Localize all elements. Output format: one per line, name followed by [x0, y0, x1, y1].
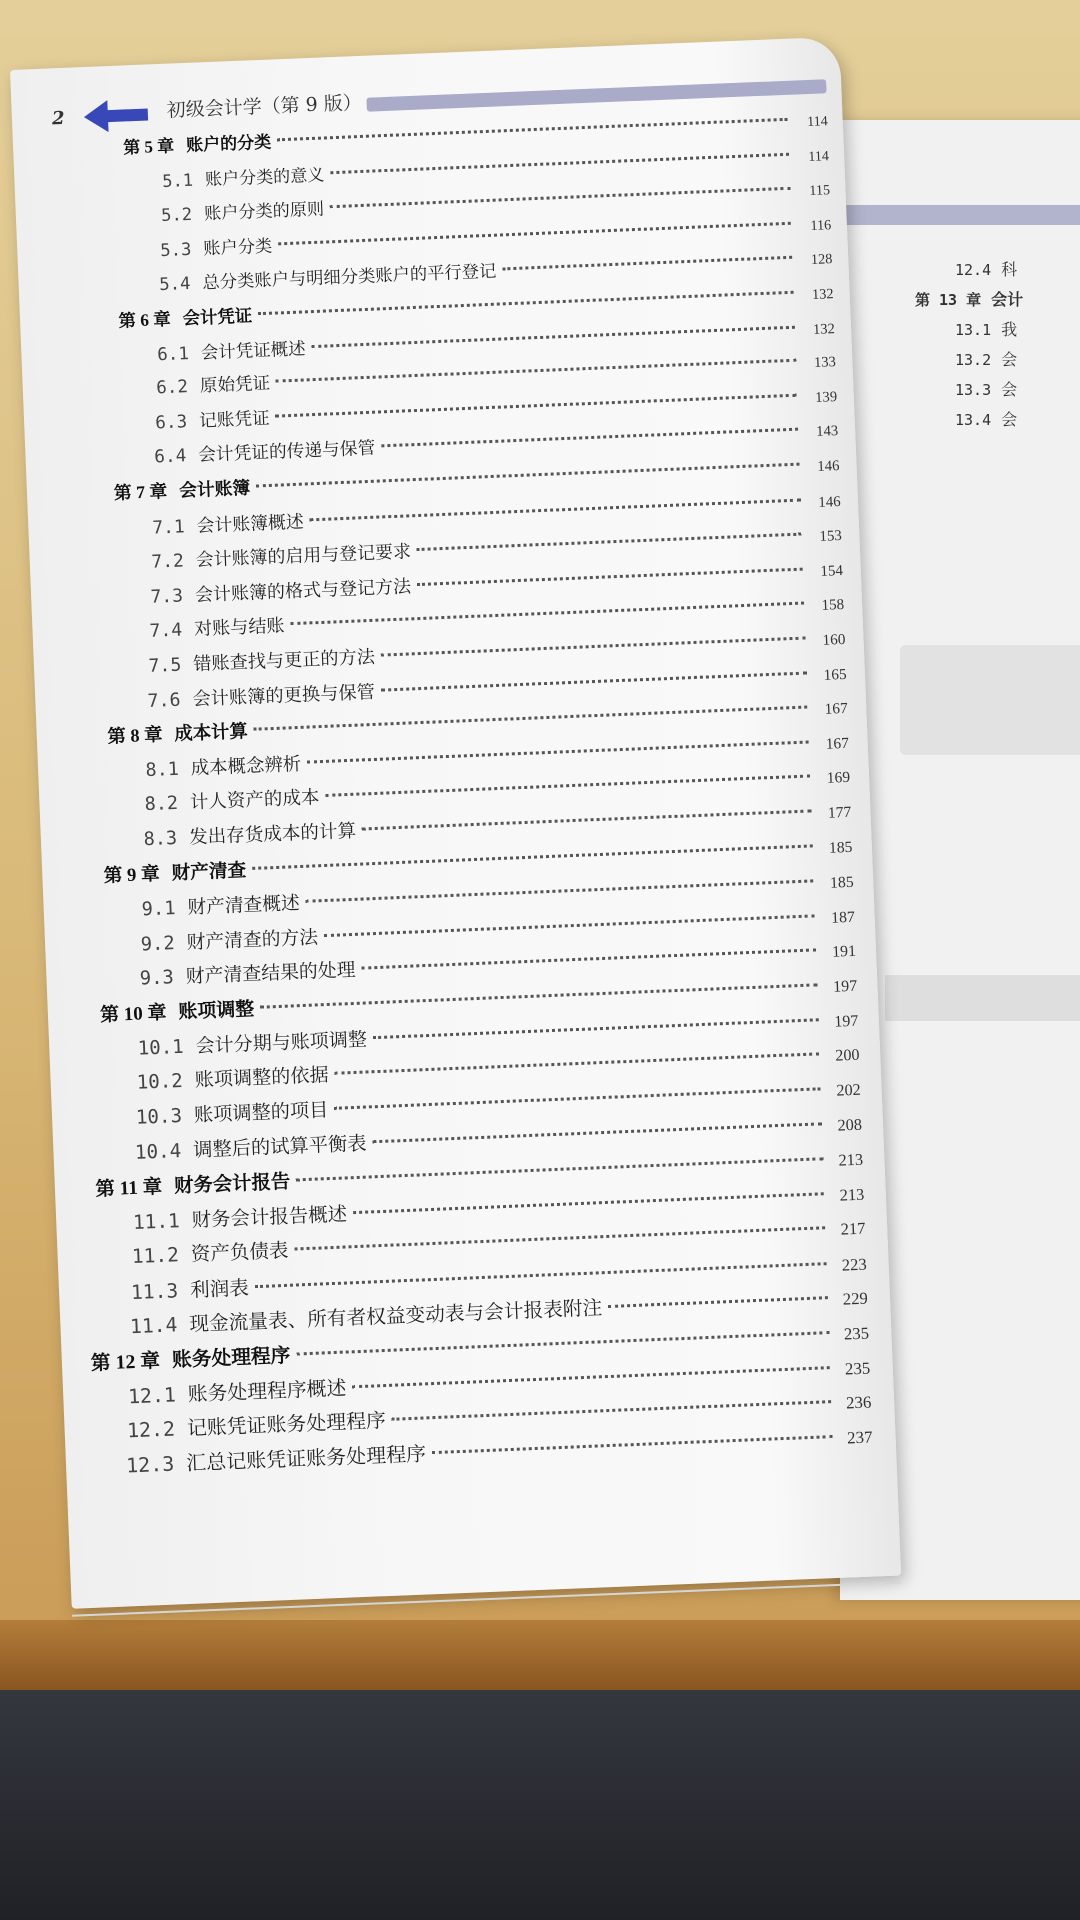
arrow-left-icon — [81, 94, 153, 137]
toc-dot-leader — [296, 1157, 823, 1181]
toc-number: 6.2 — [155, 377, 189, 399]
toc-page-number: 169 — [826, 769, 851, 788]
toc-page-number: 235 — [843, 1323, 870, 1344]
toc-title: 财产清查结果的处理 — [185, 959, 356, 989]
toc-number: 5.3 — [159, 239, 192, 261]
toc-number: 6.1 — [156, 343, 190, 365]
toc-title: 调整后的试算平衡表 — [192, 1131, 367, 1162]
right-toc-number: 13.2 — [955, 351, 992, 369]
right-toc-line — [955, 255, 1023, 285]
toc-page-number: 132 — [811, 286, 834, 303]
toc-dot-leader — [417, 567, 803, 586]
toc-title: 记账凭证账务处理程序 — [186, 1409, 387, 1441]
page-number: 2 — [51, 107, 65, 130]
toc-number: 8.3 — [143, 827, 178, 851]
right-toc-line — [955, 405, 1023, 435]
right-toc — [915, 255, 1024, 435]
toc-dot-leader — [372, 1123, 822, 1144]
toc-dot-leader — [256, 463, 799, 488]
toc-page-number: 114 — [808, 147, 830, 165]
toc-title: 账户分类的意义 — [204, 165, 325, 190]
toc-page-number: 223 — [841, 1254, 868, 1275]
toc-title: 财产清查的方法 — [186, 927, 319, 954]
toc-number: 第 7 章 — [113, 481, 168, 504]
toc-title: 总分类账户与明细分类账户的平行登记 — [202, 262, 497, 294]
toc-number: 10.4 — [134, 1139, 182, 1165]
toc-dot-leader — [260, 983, 817, 1008]
toc-title: 记账凭证 — [198, 408, 271, 432]
toc-page-number: 154 — [820, 562, 844, 580]
toc-number: 11.2 — [131, 1243, 180, 1269]
toc-number: 5.4 — [158, 274, 191, 296]
toc-number: 7.1 — [152, 515, 186, 539]
toc-title: 会计账簿的更换与保管 — [192, 681, 376, 710]
toc-title: 对账与结账 — [193, 615, 285, 641]
toc-page-number: 213 — [839, 1184, 865, 1205]
toc-page-number: 160 — [822, 630, 846, 649]
toc-title: 会计账簿概述 — [196, 511, 305, 537]
toc-title: 账户分类的原则 — [203, 199, 325, 225]
toc-title: 财务会计报告概述 — [191, 1201, 348, 1232]
toc-title: 错账查找与更正的方法 — [192, 646, 376, 676]
toc-dot-leader — [432, 1435, 833, 1454]
right-header-bar — [840, 205, 1080, 225]
toc-number: 7.5 — [148, 654, 182, 677]
toc-title: 会计凭证 — [182, 306, 253, 330]
toc-dot-leader — [306, 880, 814, 903]
toc-number: 第 9 章 — [103, 863, 161, 887]
toc-number: 7.3 — [150, 585, 184, 608]
toc-dot-leader — [275, 393, 797, 417]
toc-dot-leader — [334, 1052, 819, 1074]
toc-page-number: 116 — [810, 216, 832, 234]
toc-title: 会计账簿的启用与登记要求 — [195, 541, 412, 572]
toc-page-number: 202 — [836, 1080, 862, 1100]
toc-page-number: 153 — [819, 528, 843, 546]
right-toc-line — [955, 375, 1023, 405]
toc-number: 第 6 章 — [118, 309, 172, 331]
toc-number: 11.4 — [129, 1313, 178, 1339]
toc-number: 5.1 — [161, 170, 194, 192]
toc-title: 会计凭证的传递与保管 — [197, 439, 376, 467]
toc-dot-leader — [502, 256, 792, 271]
toc-dot-leader — [325, 775, 810, 797]
right-toc-line — [955, 315, 1023, 345]
right-toc-number: 13.4 — [955, 411, 992, 429]
toc-dot-leader — [310, 498, 801, 521]
right-toc-title: 科 — [1001, 260, 1018, 279]
header-bar — [366, 79, 826, 111]
toc-dot-leader — [290, 602, 804, 626]
toc-number: 第 11 章 — [95, 1176, 163, 1201]
toc-page-number: 197 — [832, 977, 858, 996]
toc-page-number: 191 — [831, 943, 857, 962]
toc-dot-leader — [330, 152, 789, 173]
right-toc-number: 13.1 — [955, 321, 992, 339]
toc-number: 10.2 — [136, 1069, 184, 1094]
toc-number: 9.2 — [140, 932, 176, 956]
toc-number: 7.6 — [147, 689, 181, 712]
toc-title: 计人资产的成本 — [189, 787, 320, 814]
toc-page-number: 132 — [812, 320, 836, 338]
toc-number: 第 10 章 — [99, 1002, 167, 1027]
toc-title: 账户的分类 — [185, 132, 272, 156]
toc-dot-leader — [254, 706, 808, 731]
toc-page-number: 235 — [844, 1358, 871, 1379]
toc-number: 第 12 章 — [90, 1350, 161, 1375]
toc-dot-leader — [381, 671, 807, 691]
right-toc-title: 会 — [1001, 380, 1018, 399]
toc-dot-leader — [252, 844, 812, 870]
toc-title: 成本概念辨析 — [190, 753, 302, 780]
book-page — [10, 37, 901, 1609]
toc-dot-leader — [258, 291, 794, 316]
toc-dot-leader — [381, 637, 806, 657]
toc-title: 发出存货成本的计算 — [188, 820, 357, 849]
toc-dot-leader — [255, 1262, 827, 1288]
toc-number: 9.3 — [139, 966, 175, 990]
toc-number: 12.3 — [125, 1451, 175, 1478]
toc-number: 5.2 — [160, 205, 193, 227]
toc-number: 11.3 — [130, 1279, 179, 1304]
toc-dot-leader — [362, 809, 811, 830]
toc-dot-leader — [392, 1400, 832, 1421]
toc-page-number: 128 — [810, 251, 833, 269]
toc-dot-leader — [373, 1018, 819, 1039]
toc-page-number: 165 — [823, 665, 847, 684]
right-toc-line — [955, 345, 1023, 375]
right-toc-number: 第 13 章 — [915, 291, 982, 309]
toc-page-number: 158 — [821, 597, 845, 615]
toc-page-number: 146 — [816, 458, 840, 475]
toc-number: 第 8 章 — [107, 724, 163, 747]
toc-title: 会计凭证概述 — [200, 338, 306, 364]
toc-dot-leader — [307, 740, 809, 763]
toc-page-number: 217 — [840, 1218, 866, 1239]
toc-number: 7.2 — [151, 550, 185, 573]
right-toc-line — [915, 285, 1023, 315]
toc-title: 账务处理程序概述 — [187, 1376, 347, 1406]
toc-number: 10.3 — [135, 1103, 183, 1129]
right-toc-number: 13.3 — [955, 381, 992, 399]
toc-page-number: 197 — [833, 1012, 859, 1031]
toc-title: 账项调整 — [177, 997, 255, 1023]
book-title: 初级会计学（第 9 版） — [166, 91, 363, 122]
toc-dot-leader — [277, 118, 788, 142]
right-toc-title: 会计 — [991, 290, 1024, 309]
dark-cloth — [0, 1690, 1080, 1920]
toc-title: 现金流量表、所有者权益变动表与会计报表附注 — [188, 1296, 603, 1337]
toc-title: 原始凭证 — [199, 374, 271, 397]
toc-title: 账务处理程序 — [171, 1342, 291, 1372]
toc-page-number: 133 — [813, 354, 837, 372]
toc-title: 会计账簿的格式与登记方法 — [194, 576, 412, 606]
toc-title: 会计分期与账项调整 — [195, 1028, 368, 1057]
toc-page-number: 146 — [818, 493, 841, 511]
toc-page-number: 213 — [838, 1149, 864, 1170]
toc-dot-leader — [278, 222, 791, 246]
toc-title: 账户分类 — [202, 236, 273, 260]
toc-dot-leader — [294, 1226, 825, 1250]
toc-page-number: 114 — [806, 114, 829, 131]
toc-number: 12.2 — [126, 1417, 176, 1443]
right-toc-title: 我 — [1001, 320, 1018, 339]
toc-dot-leader — [296, 1331, 829, 1355]
toc-number: 第 5 章 — [122, 136, 175, 158]
toc-title: 汇总记账凭证账务处理程序 — [185, 1441, 427, 1475]
toc-number: 10.1 — [137, 1035, 185, 1060]
toc-title: 会计账簿 — [178, 477, 251, 502]
toc-number: 9.1 — [141, 898, 176, 921]
toc-dot-leader — [330, 187, 790, 208]
toc-number: 6.4 — [153, 446, 187, 468]
toc-dot-leader — [417, 533, 802, 551]
toc-dot-leader — [608, 1297, 828, 1309]
toc-page-number: 139 — [814, 388, 838, 406]
toc-number: 12.1 — [127, 1383, 177, 1408]
toc-page-number: 237 — [846, 1427, 873, 1448]
toc-dot-leader — [381, 428, 798, 448]
toc-dot-leader — [334, 1087, 820, 1110]
right-gray-band — [885, 975, 1080, 1021]
toc-page-number: 200 — [835, 1046, 860, 1065]
toc-page-number: 185 — [829, 873, 854, 892]
toc-number: 7.4 — [149, 619, 183, 643]
right-gray-box — [900, 645, 1080, 755]
toc-title: 账项调整的依据 — [194, 1063, 330, 1092]
toc-page-number: 167 — [824, 700, 849, 718]
toc-title: 财产清查概述 — [187, 893, 301, 919]
right-toc-title: 会 — [1001, 350, 1018, 369]
toc-title: 利润表 — [189, 1276, 250, 1302]
toc-page-number: 229 — [842, 1288, 869, 1309]
toc-number: 6.3 — [154, 411, 188, 434]
toc-page-number: 167 — [825, 734, 850, 753]
right-toc-number: 12.4 — [955, 261, 992, 279]
toc-number: 8.1 — [145, 758, 180, 781]
desk-edge — [0, 1620, 1080, 1690]
toc-dot-leader — [311, 325, 794, 347]
toc-dot-leader — [361, 949, 816, 970]
toc-title: 成本计算 — [174, 721, 249, 746]
right-toc-title: 会 — [1001, 410, 1018, 429]
toc-page-number: 177 — [827, 803, 852, 822]
toc-page-number: 115 — [809, 182, 831, 200]
toc-page-number: 208 — [837, 1115, 863, 1136]
toc-dot-leader — [324, 914, 815, 937]
toc-number: 11.1 — [132, 1208, 181, 1234]
toc-number: 8.2 — [144, 793, 179, 816]
toc-dot-leader — [352, 1366, 830, 1388]
toc-title: 账项调整的项目 — [193, 1097, 329, 1127]
toc-page-number: 187 — [830, 908, 856, 927]
toc-title: 财务会计报告 — [173, 1169, 291, 1198]
toc-dot-leader — [353, 1192, 824, 1214]
toc-title: 财产清查 — [171, 858, 247, 884]
toc-page-number: 236 — [845, 1392, 872, 1413]
toc-page-number: 143 — [815, 423, 839, 441]
toc-page-number: 185 — [828, 838, 853, 857]
toc-title: 资产负债表 — [190, 1238, 289, 1266]
toc-dot-leader — [276, 359, 796, 383]
